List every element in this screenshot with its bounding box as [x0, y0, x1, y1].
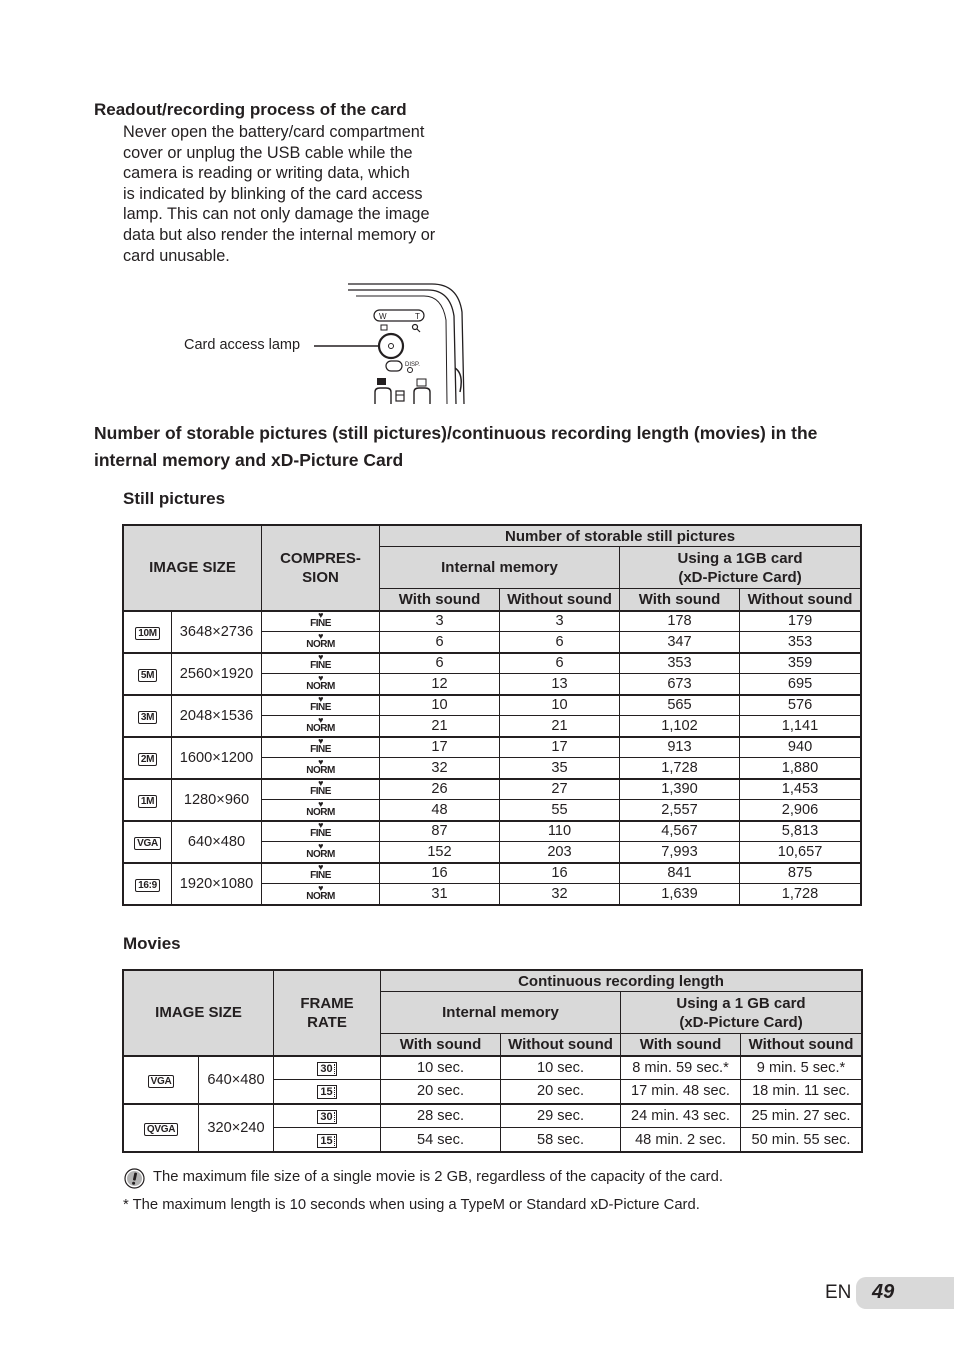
quality-label: NORM — [306, 638, 335, 650]
table-row — [124, 1056, 862, 1080]
quality-label: FINE — [310, 744, 331, 756]
recording-length: 25 min. 27 sec. — [741, 1104, 862, 1128]
header-without-sound: Without sound — [740, 589, 861, 611]
table-row — [124, 779, 861, 800]
image-size-value: 1280×960 — [172, 779, 262, 821]
storable-count: 6 — [500, 632, 620, 653]
header-frame-line1: FRAME — [300, 994, 354, 1012]
image-size-icon-cell — [124, 611, 172, 653]
frame-rate-cell — [274, 1056, 381, 1080]
storable-count: 940 — [740, 737, 861, 758]
compression-fine-icon — [262, 653, 380, 674]
storable-count: 3 — [380, 611, 500, 632]
paragraph-line: cover or unplug the USB cable while the — [123, 143, 413, 162]
storable-count: 1,728 — [740, 884, 861, 905]
storable-count: 673 — [620, 674, 740, 695]
table-row — [124, 821, 861, 842]
quality-star-icon: ♥ — [318, 862, 323, 873]
storable-count: 565 — [620, 695, 740, 716]
storable-count: 841 — [620, 863, 740, 884]
camera-back-illustration — [300, 282, 470, 408]
image-size-icon-cell — [124, 821, 172, 863]
storable-count: 10,657 — [740, 842, 861, 863]
image-size-icon-cell — [124, 737, 172, 779]
table-row — [124, 863, 861, 884]
header-with-sound: With sound — [621, 1034, 741, 1056]
quality-star-icon: ♥ — [318, 820, 323, 831]
table-row — [124, 611, 861, 632]
storable-count: 203 — [500, 842, 620, 863]
paragraph-line: lamp. This can not only damage the image — [123, 205, 430, 224]
header-compression-line2: SION — [302, 568, 339, 586]
storable-count: 5,813 — [740, 821, 861, 842]
quality-label: NORM — [306, 680, 335, 692]
storable-count: 27 — [500, 779, 620, 800]
compression-fine-icon — [262, 821, 380, 842]
header-card-line2: (xD-Picture Card) — [679, 1013, 803, 1031]
storable-count: 353 — [620, 653, 740, 674]
paragraph-line: data but also render the internal memory or — [123, 225, 436, 244]
header-card — [621, 992, 862, 1034]
recording-length: 10 sec. — [501, 1056, 621, 1080]
quality-star-icon: ♥ — [318, 778, 323, 789]
table-row — [124, 695, 861, 716]
storable-count: 1,639 — [620, 884, 740, 905]
storable-count: 48 — [380, 800, 500, 821]
header-with-sound: With sound — [381, 1034, 501, 1056]
quality-star-icon: ♥ — [318, 652, 323, 663]
quality-label: FINE — [310, 618, 331, 630]
storable-count: 16 — [380, 863, 500, 884]
recording-length: 10 sec. — [381, 1056, 501, 1080]
recording-length: 20 sec. — [501, 1080, 621, 1104]
storable-count: 31 — [380, 884, 500, 905]
compression-normal-icon — [262, 758, 380, 779]
storable-pictures-title — [94, 420, 884, 474]
disp-label: DISP. — [405, 362, 420, 368]
quality-star-icon: ♥ — [318, 840, 323, 851]
norm-quality-icon — [306, 798, 335, 818]
movie-size-value: 640×480 — [199, 1056, 274, 1104]
readout-paragraph — [123, 122, 435, 266]
title-line: Number of storable pictures (still pictures)/continuous recording length (movies) in the — [94, 423, 818, 443]
movie-size-icon-cell — [124, 1104, 199, 1152]
storable-count: 87 — [380, 821, 500, 842]
table-row — [124, 737, 861, 758]
fine-quality-icon — [310, 696, 331, 712]
storable-count: 2,906 — [740, 800, 861, 821]
quality-star-icon: ♥ — [318, 736, 323, 747]
frame-rate-cell — [274, 1104, 381, 1128]
language-label: EN — [825, 1282, 852, 1303]
compression-normal-icon — [262, 842, 380, 863]
image-size-icon-cell — [124, 863, 172, 905]
recording-length: 8 min. 59 sec.* — [621, 1056, 741, 1080]
storable-count: 1,141 — [740, 716, 861, 737]
fine-quality-icon — [310, 864, 331, 880]
fine-quality-icon — [310, 780, 331, 796]
movie-size-icon: VGA — [148, 1075, 175, 1088]
storable-count: 1,453 — [740, 779, 861, 800]
image-size-icon: 2M — [138, 753, 157, 766]
caution-note: The maximum file size of a single movie is 2 GB, regardless of the capacity of the card. — [153, 1169, 723, 1185]
norm-quality-icon — [306, 840, 335, 860]
quality-star-icon: ♥ — [318, 883, 323, 893]
storable-count: 16 — [500, 863, 620, 884]
storable-count: 1,880 — [740, 758, 861, 779]
storable-count: 695 — [740, 674, 861, 695]
movie-size-icon: QVGA — [144, 1123, 178, 1136]
frame-rate-cell — [274, 1128, 381, 1152]
fine-quality-icon — [310, 738, 331, 754]
quality-star-icon: ♥ — [318, 610, 323, 621]
storable-count: 10 — [380, 695, 500, 716]
header-image-size: IMAGE SIZE — [124, 526, 262, 611]
header-frame-line2: RATE — [307, 1013, 347, 1031]
image-size-value: 1920×1080 — [172, 863, 262, 905]
frame-rate-icon: 30 — [317, 1110, 336, 1124]
storable-count: 6 — [380, 653, 500, 674]
image-size-icon: 3M — [138, 711, 157, 724]
frame-rate-icon: 30 — [317, 1062, 336, 1076]
header-card-line2: (xD-Picture Card) — [678, 568, 802, 586]
storable-count: 3 — [500, 611, 620, 632]
table-row — [124, 653, 861, 674]
storable-count: 7,993 — [620, 842, 740, 863]
compression-normal-icon — [262, 674, 380, 695]
header-card-line1: Using a 1 GB card — [676, 994, 806, 1012]
header-without-sound: Without sound — [501, 1034, 621, 1056]
paragraph-line: card unusable. — [123, 246, 230, 265]
norm-quality-icon — [306, 885, 335, 901]
header-without-sound: Without sound — [500, 589, 620, 611]
storable-count: 152 — [380, 842, 500, 863]
storable-count: 353 — [740, 632, 861, 653]
image-size-icon: 16:9 — [135, 879, 160, 892]
image-size-icon: 10M — [135, 627, 160, 640]
title-line: internal memory and xD-Picture Card — [94, 450, 404, 470]
quality-label: FINE — [310, 828, 331, 840]
compression-fine-icon — [262, 779, 380, 800]
paragraph-line: camera is reading or writing data, which — [123, 164, 410, 183]
section-heading-readout: Readout/recording process of the card — [94, 100, 407, 119]
quality-label: FINE — [310, 660, 331, 672]
image-size-value: 3648×2736 — [172, 611, 262, 653]
storable-count: 359 — [740, 653, 861, 674]
norm-quality-icon — [306, 630, 335, 650]
fine-quality-icon — [310, 612, 331, 628]
recording-length: 54 sec. — [381, 1128, 501, 1152]
quality-label: FINE — [310, 702, 331, 714]
image-size-icon-cell — [124, 653, 172, 695]
caution-icon — [124, 1168, 145, 1189]
header-with-sound: With sound — [620, 589, 740, 611]
quality-star-icon: ♥ — [318, 672, 323, 683]
recording-length: 9 min. 5 sec.* — [741, 1056, 862, 1080]
recording-length: 18 min. 11 sec. — [741, 1080, 862, 1104]
quality-star-icon: ♥ — [318, 630, 323, 641]
frame-rate-cell — [274, 1080, 381, 1104]
storable-count: 21 — [380, 716, 500, 737]
header-frame-rate — [274, 971, 381, 1056]
storable-count: 1,728 — [620, 758, 740, 779]
header-without-sound: Without sound — [741, 1034, 862, 1056]
zoom-w-label: W — [379, 312, 387, 321]
compression-normal-icon — [262, 716, 380, 737]
header-internal-memory: Internal memory — [380, 547, 620, 589]
recording-length: 28 sec. — [381, 1104, 501, 1128]
quality-label: FINE — [310, 870, 331, 882]
storable-count: 32 — [380, 758, 500, 779]
header-recording-group: Continuous recording length — [381, 971, 862, 992]
storable-count: 6 — [500, 653, 620, 674]
fine-quality-icon — [310, 654, 331, 670]
frame-rate-icon: 15 — [317, 1134, 336, 1148]
storable-count: 35 — [500, 758, 620, 779]
still-pictures-heading: Still pictures — [123, 489, 226, 508]
movies-table — [123, 970, 862, 1152]
paragraph-line: is indicated by blinking of the card access — [123, 184, 423, 203]
storable-count: 32 — [500, 884, 620, 905]
image-size-value: 1600×1200 — [172, 737, 262, 779]
image-size-icon: 1M — [138, 795, 157, 808]
storable-count: 21 — [500, 716, 620, 737]
recording-length: 24 min. 43 sec. — [621, 1104, 741, 1128]
movies-heading: Movies — [123, 934, 181, 953]
page-number: 49 — [872, 1281, 895, 1303]
quality-label: NORM — [306, 806, 335, 818]
storable-count: 1,102 — [620, 716, 740, 737]
compression-fine-icon — [262, 611, 380, 632]
storable-count: 6 — [380, 632, 500, 653]
header-image-size: IMAGE SIZE — [124, 971, 274, 1056]
paragraph-line: Never open the battery/card compartment — [123, 123, 425, 141]
recording-length: 58 sec. — [501, 1128, 621, 1152]
header-compression — [262, 526, 380, 611]
image-size-icon-cell — [124, 779, 172, 821]
compression-fine-icon — [262, 863, 380, 884]
table-row — [124, 1104, 862, 1128]
movie-size-value: 320×240 — [199, 1104, 274, 1152]
storable-count: 13 — [500, 674, 620, 695]
storable-count: 110 — [500, 821, 620, 842]
compression-fine-icon — [262, 737, 380, 758]
storable-count: 17 — [380, 737, 500, 758]
page-number-bar — [856, 1277, 954, 1309]
storable-count: 913 — [620, 737, 740, 758]
header-card-line1: Using a 1GB card — [677, 549, 803, 567]
footnote: * The maximum length is 10 seconds when using a TypeM or Standard xD-Picture Card. — [123, 1197, 700, 1213]
storable-count: 12 — [380, 674, 500, 695]
quality-star-icon: ♥ — [318, 798, 323, 809]
compression-normal-icon — [262, 632, 380, 653]
compression-normal-icon — [262, 800, 380, 821]
storable-count: 576 — [740, 695, 861, 716]
norm-quality-icon — [306, 672, 335, 692]
frame-rate-icon: 15 — [317, 1085, 336, 1099]
compression-fine-icon — [262, 695, 380, 716]
quality-label: NORM — [306, 764, 335, 776]
recording-length: 48 min. 2 sec. — [621, 1128, 741, 1152]
storable-count: 26 — [380, 779, 500, 800]
image-size-value: 640×480 — [172, 821, 262, 863]
quality-star-icon: ♥ — [318, 694, 323, 705]
norm-quality-icon — [306, 756, 335, 776]
image-size-icon-cell — [124, 695, 172, 737]
movie-size-icon-cell — [124, 1056, 199, 1104]
header-with-sound: With sound — [380, 589, 500, 611]
quality-star-icon: ♥ — [318, 756, 323, 767]
recording-length: 29 sec. — [501, 1104, 621, 1128]
quality-label: NORM — [306, 722, 335, 734]
recording-length: 20 sec. — [381, 1080, 501, 1104]
storable-count: 55 — [500, 800, 620, 821]
image-size-value: 2048×1536 — [172, 695, 262, 737]
storable-count: 17 — [500, 737, 620, 758]
recording-length: 17 min. 48 sec. — [621, 1080, 741, 1104]
quality-label: NORM — [306, 891, 335, 902]
quality-star-icon: ♥ — [318, 714, 323, 725]
header-storable-group: Number of storable still pictures — [380, 526, 861, 547]
image-size-icon: 5M — [138, 669, 157, 682]
storable-count: 2,557 — [620, 800, 740, 821]
compression-normal-icon — [262, 884, 380, 905]
image-size-value: 2560×1920 — [172, 653, 262, 695]
storable-count: 179 — [740, 611, 861, 632]
storable-count: 4,567 — [620, 821, 740, 842]
storable-count: 178 — [620, 611, 740, 632]
storable-count: 10 — [500, 695, 620, 716]
storable-count: 1,390 — [620, 779, 740, 800]
header-card — [620, 547, 861, 589]
recording-length: 50 min. 55 sec. — [741, 1128, 862, 1152]
storable-count: 875 — [740, 863, 861, 884]
zoom-t-label: T — [415, 312, 420, 321]
card-access-lamp-icon — [379, 334, 403, 358]
quality-label: NORM — [306, 848, 335, 860]
card-access-lamp-label: Card access lamp — [184, 337, 301, 353]
fine-quality-icon — [310, 822, 331, 838]
image-size-icon: VGA — [134, 837, 161, 850]
header-internal-memory: Internal memory — [381, 992, 621, 1034]
quality-label: FINE — [310, 786, 331, 798]
header-compression-line1: COMPRES- — [280, 549, 361, 567]
still-pictures-table — [123, 525, 861, 905]
norm-quality-icon — [306, 714, 335, 734]
storable-count: 347 — [620, 632, 740, 653]
